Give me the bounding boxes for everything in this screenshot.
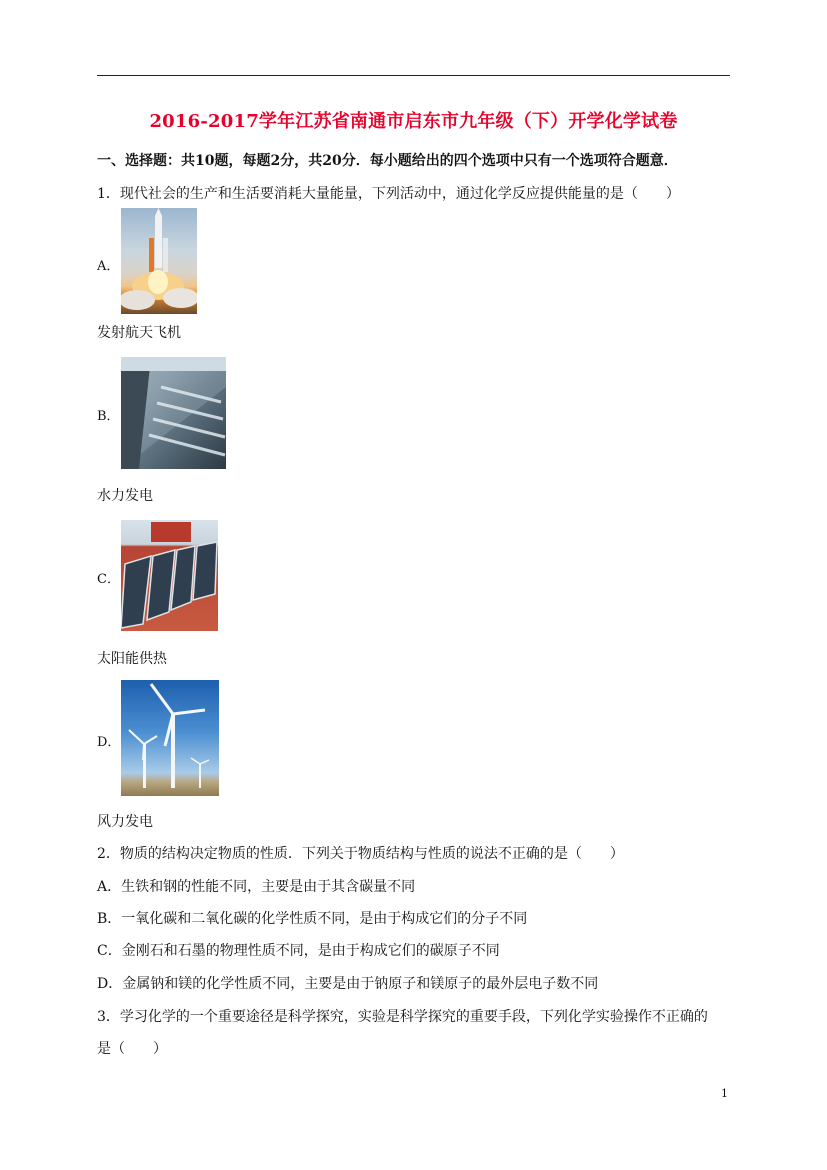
q3-stem-line2: 是（ ） xyxy=(97,1041,167,1057)
q3-stem-line1: 3．学习化学的一个重要途径是科学探究，实验是科学探究的重要手段，下列化学实验操作不正确的 xyxy=(97,1009,708,1025)
hydropower-dam-photo xyxy=(121,357,226,469)
q1-option-d-caption: 风力发电 xyxy=(97,814,153,830)
q1-option-b-label: B． xyxy=(97,409,120,424)
q1-option-a-label: A． xyxy=(97,259,120,274)
section-heading: 一、选择题：共10题，每题2分，共20分．每小题给出的四个选项中只有一个选项符合题意． xyxy=(97,153,678,169)
q1-option-c-label: C． xyxy=(97,572,120,587)
q1-option-d-label: D． xyxy=(97,735,121,750)
q2-option-b: B．一氧化碳和二氧化碳的化学性质不同，是由于构成它们的分子不同 xyxy=(97,911,528,927)
solar-panel-photo xyxy=(121,520,218,631)
page-number: 1 xyxy=(721,1087,728,1100)
q2-option-d: D．金属钠和镁的化学性质不同，主要是由于钠原子和镁原子的最外层电子数不同 xyxy=(97,976,599,992)
header-rule xyxy=(97,75,730,76)
q2-option-a: A．生铁和钢的性能不同，主要是由于其含碳量不同 xyxy=(97,879,416,895)
q1-option-b-caption: 水力发电 xyxy=(97,488,153,504)
q1-stem: 1．现代社会的生产和生活要消耗大量能量，下列活动中，通过化学反应提供能量的是（ ） xyxy=(97,186,680,202)
q1-option-c-caption: 太阳能供热 xyxy=(97,651,167,667)
exam-title: 2016-2017学年江苏省南通市启东市九年级（下）开学化学试卷 xyxy=(149,111,678,132)
wind-turbine-photo xyxy=(121,680,219,796)
q1-option-a-caption: 发射航天飞机 xyxy=(97,325,181,341)
q2-option-c: C．金刚石和石墨的物理性质不同，是由于构成它们的碳原子不同 xyxy=(97,943,500,959)
rocket-launch-photo xyxy=(121,208,197,314)
q2-stem: 2．物质的结构决定物质的性质．下列关于物质结构与性质的说法不正确的是（ ） xyxy=(97,846,624,862)
